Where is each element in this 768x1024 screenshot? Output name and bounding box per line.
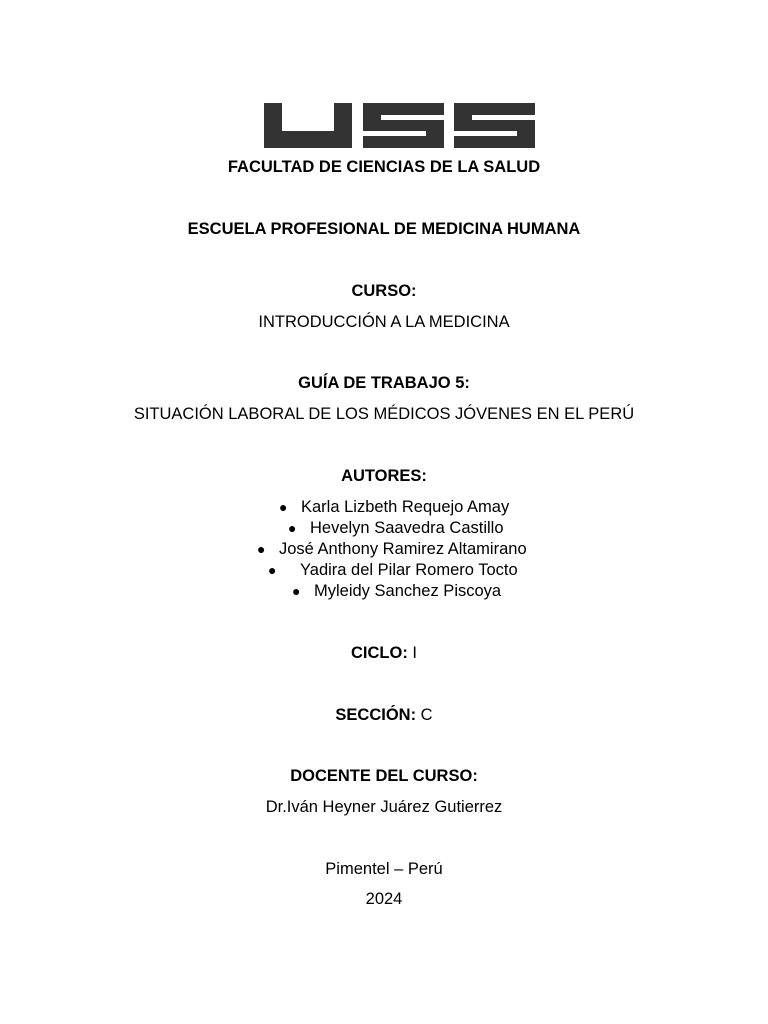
faculty-title: FACULTAD DE CIENCIAS DE LA SALUD bbox=[227, 158, 541, 176]
author-item bbox=[257, 539, 527, 559]
author-item bbox=[288, 518, 504, 538]
uss-logo bbox=[264, 103, 535, 148]
bullet-icon: ● bbox=[257, 541, 266, 557]
guide-label: GUÍA DE TRABAJO 5: bbox=[298, 374, 470, 392]
section-line bbox=[0, 705, 768, 725]
author-item bbox=[279, 497, 509, 517]
bullet-icon: ● bbox=[268, 562, 277, 578]
bullet-icon: ● bbox=[288, 520, 297, 536]
logo-letter-s-1 bbox=[363, 103, 444, 148]
bullet-icon: ● bbox=[292, 583, 301, 599]
bullet-icon: ● bbox=[279, 499, 288, 515]
course-value: INTRODUCCIÓN A LA MEDICINA bbox=[258, 313, 510, 331]
year: 2024 bbox=[365, 890, 403, 908]
author-name: José Anthony Ramirez Altamirano bbox=[279, 540, 527, 558]
author-name: Myleidy Sanchez Piscoya bbox=[314, 582, 502, 600]
author-item bbox=[292, 581, 501, 601]
logo-letter-s-2 bbox=[454, 103, 535, 148]
school-title: ESCUELA PROFESIONAL DE MEDICINA HUMANA bbox=[187, 220, 581, 238]
cycle-label: CICLO: bbox=[350, 644, 408, 662]
teacher-label: DOCENTE DEL CURSO: bbox=[290, 767, 478, 785]
authors-label: AUTORES: bbox=[341, 467, 427, 485]
author-item bbox=[268, 560, 518, 580]
author-name: Karla Lizbeth Requejo Amay bbox=[301, 498, 510, 516]
author-name: Hevelyn Saavedra Castillo bbox=[310, 519, 504, 537]
section-label: SECCIÓN: bbox=[335, 706, 417, 724]
cycle-value: I bbox=[412, 644, 417, 662]
section-value: C bbox=[420, 706, 433, 724]
teacher-name: Dr.Iván Heyner Juárez Gutierrez bbox=[265, 798, 503, 816]
guide-value: SITUACIÓN LABORAL DE LOS MÉDICOS JÓVENES EN EL PERÚ bbox=[133, 405, 635, 423]
cycle-line bbox=[0, 643, 768, 663]
place: Pimentel – Perú bbox=[325, 860, 443, 878]
logo-letter-u bbox=[264, 103, 352, 148]
author-name: Yadira del Pilar Romero Tocto bbox=[300, 561, 518, 579]
course-label: CURSO: bbox=[351, 282, 417, 300]
